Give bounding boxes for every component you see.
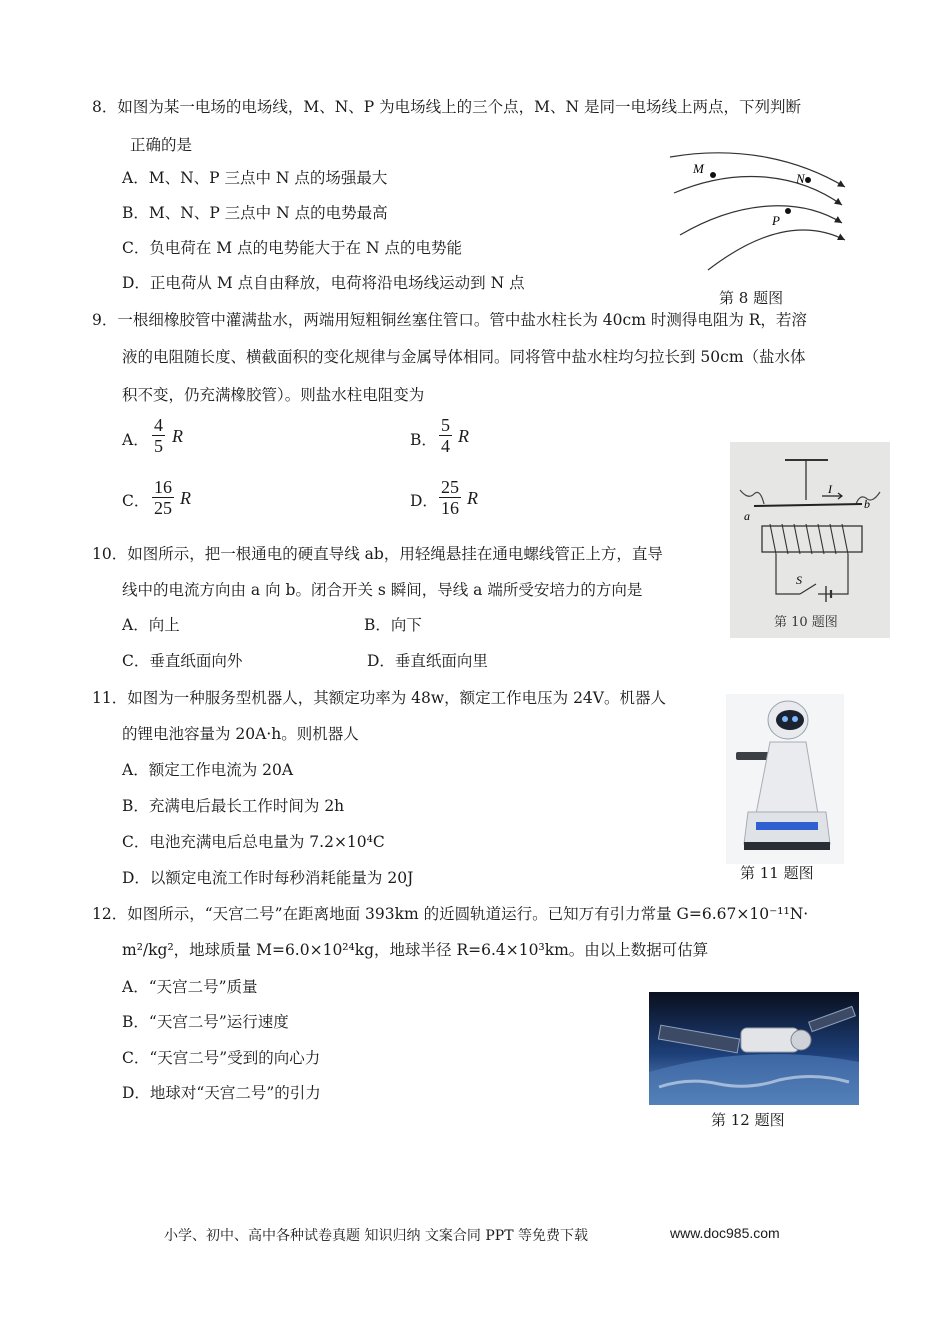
- q8-option-b: B．M、N、P 三点中 N 点的电势最高: [122, 204, 388, 222]
- fraction-denominator: 16: [441, 498, 459, 518]
- q8-stem-line2: 正确的是: [130, 136, 193, 154]
- q8-option-d: D．正电荷从 M 点自由释放，电荷将沿电场线运动到 N 点: [122, 274, 525, 292]
- q9-stem-line3: 积不变，仍充满橡胶管）。则盐水柱电阻变为: [122, 386, 425, 404]
- q11-option-a: A．额定工作电流为 20A: [122, 761, 294, 779]
- q8-option-a: A．M、N、P 三点中 N 点的场强最大: [122, 169, 388, 187]
- q12-space-station-image: [649, 992, 859, 1105]
- q10-option-c: C．垂直纸面向外: [122, 652, 243, 670]
- q10-solenoid-figure: [730, 442, 890, 638]
- q11-option-b: B．充满电后最长工作时间为 2h: [122, 797, 345, 815]
- q12-option-a: A．“天宫二号”质量: [122, 978, 258, 996]
- robot-eye-left: [782, 716, 788, 722]
- q8-figure-caption: 第 8 题图: [719, 289, 784, 307]
- robot-bottom-trim: [744, 842, 830, 850]
- footer-text: 小学、初中、高中各种试卷真题 知识归纳 文案合同 PPT 等免费下载: [164, 1228, 588, 1244]
- robot-visor: [776, 710, 804, 730]
- straight-wire-ab: [754, 504, 862, 506]
- q12-figure-caption: 第 12 题图: [711, 1111, 785, 1129]
- q11-stem-line2: 的锂电池容量为 20A·h。则机器人: [122, 725, 359, 743]
- q12-stem-line2: m²/kg²，地球质量 M=6.0×10²⁴kg，地球半径 R=6.4×10³km。由以上数据可估算: [122, 941, 709, 959]
- q11-stem-line1: 11．如图为一种服务型机器人，其额定功率为 48w，额定工作电压为 24V。机器人: [92, 689, 666, 707]
- q8-stem-line1: 8．如图为某一电场的电场线，M、N、P 为电场线上的三个点，M、N 是同一电场线上两点，下列判断: [92, 98, 802, 116]
- figure-caption-q10: 第 10 题图: [774, 615, 838, 630]
- q9-option-b-r: R: [458, 426, 469, 446]
- q11-robot-image: [726, 694, 844, 864]
- fraction-denominator: 4: [441, 436, 450, 456]
- circuit-loop: [776, 554, 848, 594]
- fraction-numerator: 5: [441, 415, 450, 435]
- q9-option-a-fraction: [152, 415, 165, 456]
- q12-option-c: C．“天宫二号”受到的向心力: [122, 1049, 321, 1067]
- q11-figure-caption: 第 11 题图: [740, 864, 814, 882]
- label-s: S: [796, 573, 802, 587]
- q10-option-d: D．垂直纸面向里: [367, 652, 488, 670]
- q10-option-b: B．向下: [364, 616, 422, 634]
- label-n: N: [796, 171, 805, 186]
- q12-option-d: D．地球对“天宫二号”的引力: [122, 1084, 321, 1102]
- q8-option-c: C．负电荷在 M 点的电势能大于在 N 点的电势能: [122, 239, 463, 257]
- q9-stem-line1: 9．一根细橡胶管中灌满盐水，两端用短粗铜丝塞住管口。管中盐水柱长为 40cm 时测得电阻为 R，若溶: [92, 311, 807, 329]
- q9-option-a-r: R: [172, 426, 183, 446]
- q9-stem-line2: 液的电阻随长度、横截面积的变化规律与金属导体相同。同将管中盐水柱均匀拉长到 50cm（盐水体: [122, 348, 806, 366]
- q11-option-c: C．电池充满电后总电量为 7.2×10⁴C: [122, 833, 385, 851]
- current-arrow: [822, 493, 842, 499]
- q9-option-c-r: R: [180, 488, 191, 508]
- point-m: [710, 172, 716, 178]
- station-module: [741, 1028, 799, 1052]
- switch: [800, 584, 816, 594]
- q8-electric-field-figure: [660, 145, 860, 275]
- fraction-denominator: 25: [154, 498, 172, 518]
- point-p: [785, 208, 791, 214]
- q10-stem-line2: 线中的电流方向由 a 向 b。闭合开关 s 瞬间，导线 a 端所受安培力的方向是: [122, 581, 643, 599]
- q9-option-c-label: C．: [122, 492, 150, 510]
- label-b: b: [864, 497, 870, 511]
- wire-lead-left: [740, 490, 764, 504]
- fraction-numerator: 16: [154, 477, 172, 497]
- q9-option-b-fraction: [439, 415, 452, 456]
- field-line-4: [708, 230, 845, 270]
- q9-option-d-label: D．: [410, 492, 438, 510]
- q10-stem-line1: 10．如图所示，把一根通电的硬直导线 ab，用轻绳悬挂在通电螺线管正上方，直导: [92, 545, 663, 563]
- fraction-denominator: 5: [154, 436, 163, 456]
- q12-stem-line1: 12．如图所示，“天宫二号”在距离地面 393km 的近圆轨道运行。已知万有引力常量 G=6.67×10⁻¹¹N·: [92, 905, 809, 923]
- q9-option-d-r: R: [467, 488, 478, 508]
- q11-option-d: D．以额定电流工作时每秒消耗能量为 20J: [122, 869, 414, 887]
- q12-option-b: B．“天宫二号”运行速度: [122, 1013, 289, 1031]
- q9-option-b-label: B．: [410, 431, 437, 449]
- docking-port: [791, 1030, 811, 1050]
- q9-option-a-label: A．: [122, 431, 149, 449]
- fraction-numerator: 25: [441, 477, 459, 497]
- q9-option-d-fraction: [439, 477, 461, 518]
- label-p: P: [772, 213, 780, 228]
- solenoid-coil: [770, 524, 848, 554]
- label-i: I: [828, 482, 832, 496]
- footer-url[interactable]: www.doc985.com: [670, 1225, 780, 1241]
- q9-option-c-fraction: [152, 477, 174, 518]
- robot-eye-right: [792, 716, 798, 722]
- label-a: a: [744, 509, 750, 523]
- label-m: M: [693, 161, 704, 176]
- robot-blue-band: [756, 822, 818, 830]
- fraction-numerator: 4: [154, 415, 163, 435]
- q10-option-a: A．向上: [122, 616, 180, 634]
- point-n: [805, 177, 811, 183]
- field-line-2: [674, 176, 842, 205]
